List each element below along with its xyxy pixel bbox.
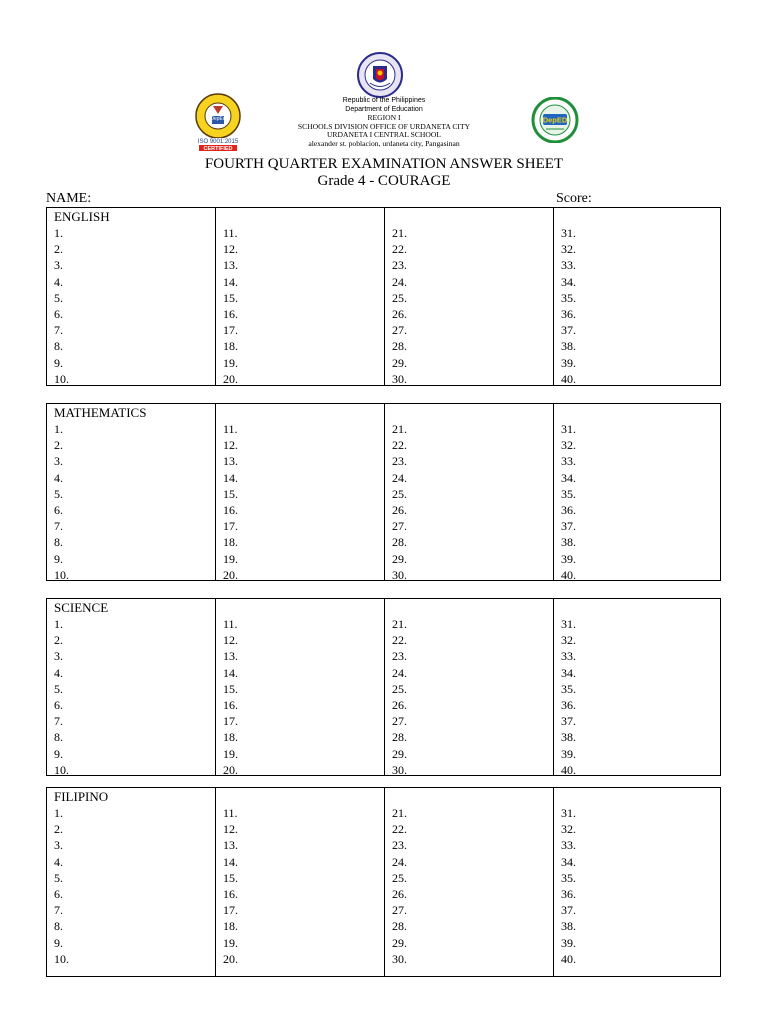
answer-item: 32. [561, 822, 576, 837]
answer-item: 35. [561, 290, 576, 305]
answer-item: 11. [223, 617, 238, 631]
subject-label: MATHEMATICS [54, 405, 147, 420]
answer-item: 21. [392, 226, 407, 240]
answer-item: 6. [54, 306, 63, 321]
answer-item: 1. [54, 617, 63, 631]
column-spacer [392, 405, 553, 421]
answer-item: 39. [561, 935, 576, 950]
answer-item: 37. [561, 714, 576, 729]
answer-item: 16. [223, 697, 238, 712]
answer-item: 23. [392, 454, 407, 469]
answer-item: 31. [561, 617, 576, 631]
answer-item: 12. [223, 438, 238, 453]
answer-item: 7. [54, 714, 63, 729]
answer-section-mathematics [46, 403, 721, 581]
answer-item: 38. [561, 339, 576, 354]
grade-section-title: Grade 4 - COURAGE [317, 173, 451, 189]
answer-item: 19. [223, 746, 238, 761]
answer-item: 27. [392, 714, 407, 729]
answer-item: 6. [54, 502, 63, 517]
department-line: Department of Education [345, 105, 423, 113]
answer-item: 25. [392, 681, 407, 696]
answer-item: 3. [54, 649, 63, 664]
answer-item: 14. [223, 854, 238, 869]
answer-item: 10. [54, 762, 69, 777]
answer-item: 2. [54, 438, 63, 453]
answer-item: 33. [561, 258, 576, 273]
answer-item: 22. [392, 633, 407, 648]
answer-section-english [46, 207, 721, 386]
answer-item: 1. [54, 422, 63, 436]
column-spacer [223, 209, 384, 225]
answer-item: 26. [392, 306, 407, 321]
answer-item: 4. [54, 470, 63, 485]
answer-item: 34. [561, 665, 576, 680]
answer-item: 8. [54, 535, 63, 550]
answer-item: 25. [392, 290, 407, 305]
answer-item: 31. [561, 226, 576, 240]
answer-item: 13. [223, 649, 238, 664]
answer-item: 9. [54, 355, 63, 370]
answer-column [47, 404, 215, 580]
answer-item: 37. [561, 903, 576, 918]
answer-column [215, 404, 384, 580]
answer-item: 40. [561, 371, 576, 386]
answer-item: 7. [54, 903, 63, 918]
answer-item: 15. [223, 290, 238, 305]
answer-item: 19. [223, 551, 238, 566]
answer-item: 35. [561, 486, 576, 501]
answer-item: 26. [392, 886, 407, 901]
answer-item: 20. [223, 371, 238, 386]
address-line: alexander st. poblacion, urdaneta city, Pangasinan [308, 138, 460, 148]
answer-item: 27. [392, 903, 407, 918]
subject-label: FILIPINO [54, 789, 109, 804]
answer-item: 34. [561, 274, 576, 289]
answer-item: 13. [223, 838, 238, 853]
answer-item: 2. [54, 822, 63, 837]
answer-column [553, 599, 722, 775]
answer-item: 20. [223, 951, 238, 966]
column-spacer [561, 405, 722, 421]
answer-column [215, 788, 384, 976]
answer-item: 12. [223, 633, 238, 648]
answer-item: 17. [223, 323, 238, 338]
answer-item: 30. [392, 371, 407, 386]
answer-column [553, 788, 722, 976]
answer-item: 29. [392, 935, 407, 950]
answer-item: 21. [392, 422, 407, 436]
answer-item: 25. [392, 486, 407, 501]
answer-item: 36. [561, 886, 576, 901]
school-line: URDANETA I CENTRAL SCHOOL [326, 130, 442, 140]
answer-item: 29. [392, 551, 407, 566]
answer-item: 27. [392, 519, 407, 534]
answer-item: 28. [392, 339, 407, 354]
answer-item: 32. [561, 438, 576, 453]
answer-item: 3. [54, 838, 63, 853]
answer-item: 14. [223, 665, 238, 680]
column-spacer [392, 600, 553, 616]
answer-column [553, 404, 722, 580]
answer-item: 1. [54, 226, 63, 240]
answer-item: 10. [54, 371, 69, 386]
answer-section-filipino [46, 787, 721, 977]
subject-label: ENGLISH [54, 209, 110, 224]
answer-item: 11. [223, 422, 238, 436]
answer-item: 23. [392, 649, 407, 664]
answer-item: 1. [54, 806, 63, 820]
answer-column [384, 208, 553, 385]
answer-item: 13. [223, 454, 238, 469]
column-spacer [392, 789, 553, 805]
answer-item: 32. [561, 633, 576, 648]
answer-item: 24. [392, 854, 407, 869]
answer-item: 18. [223, 919, 238, 934]
answer-column [384, 404, 553, 580]
answer-item: 14. [223, 470, 238, 485]
answer-item: 13. [223, 258, 238, 273]
answer-item: 36. [561, 502, 576, 517]
answer-item: 3. [54, 258, 63, 273]
school-logo-icon [526, 97, 584, 143]
answer-column [215, 599, 384, 775]
answer-column [384, 599, 553, 775]
answer-item: 3. [54, 454, 63, 469]
answer-item: 4. [54, 274, 63, 289]
answer-item: 34. [561, 854, 576, 869]
answer-item: 33. [561, 838, 576, 853]
answer-column [47, 208, 215, 385]
answer-item: 17. [223, 714, 238, 729]
answer-item: 8. [54, 919, 63, 934]
answer-item: 35. [561, 870, 576, 885]
score-label: Score: [556, 191, 592, 206]
answer-item: 39. [561, 746, 576, 761]
answer-item: 24. [392, 470, 407, 485]
answer-item: 30. [392, 762, 407, 777]
answer-item: 24. [392, 274, 407, 289]
answer-item: 2. [54, 633, 63, 648]
answer-item: 17. [223, 519, 238, 534]
column-spacer [223, 405, 384, 421]
iso-text: ISO 9001:2015 [197, 139, 239, 145]
answer-item: 19. [223, 935, 238, 950]
answer-item: 18. [223, 339, 238, 354]
answer-item: 28. [392, 919, 407, 934]
answer-item: 35. [561, 681, 576, 696]
answer-column [215, 208, 384, 385]
answer-item: 21. [392, 806, 407, 820]
answer-item: 4. [54, 854, 63, 869]
answer-item: 16. [223, 886, 238, 901]
answer-item: 40. [561, 567, 576, 582]
letterhead [0, 0, 768, 160]
region-line: REGION I [367, 113, 401, 123]
answer-item: 18. [223, 730, 238, 745]
letterhead-text [234, 97, 534, 149]
answer-item: 15. [223, 870, 238, 885]
answer-column [384, 788, 553, 976]
answer-item: 15. [223, 681, 238, 696]
answer-item: 7. [54, 519, 63, 534]
answer-item: 40. [561, 951, 576, 966]
answer-item: 30. [392, 567, 407, 582]
answer-item: 7. [54, 323, 63, 338]
iso-sub-text: CERTIFIED [203, 146, 233, 152]
answer-item: 34. [561, 470, 576, 485]
subject-label: SCIENCE [54, 600, 109, 615]
svg-text:DepEd: DepEd [210, 116, 226, 122]
answer-item: 27. [392, 323, 407, 338]
answer-item: 9. [54, 551, 63, 566]
answer-item: 2. [54, 242, 63, 257]
answer-item: 33. [561, 649, 576, 664]
answer-item: 18. [223, 535, 238, 550]
answer-item: 16. [223, 502, 238, 517]
answer-item: 20. [223, 567, 238, 582]
answer-item: 15. [223, 486, 238, 501]
answer-column [47, 788, 215, 976]
answer-item: 39. [561, 355, 576, 370]
answer-item: 38. [561, 919, 576, 934]
deped-seal-icon [352, 52, 408, 98]
answer-item: 22. [392, 242, 407, 257]
answer-item: 10. [54, 567, 69, 582]
exam-title: FOURTH QUARTER EXAMINATION ANSWER SHEET [204, 156, 564, 172]
answer-item: 39. [561, 551, 576, 566]
country-line: Republic of the Philippines [342, 97, 426, 104]
answer-section-science [46, 598, 721, 776]
answer-item: 31. [561, 806, 576, 820]
answer-item: 9. [54, 746, 63, 761]
answer-item: 12. [223, 242, 238, 257]
answer-item: 8. [54, 730, 63, 745]
answer-item: 32. [561, 242, 576, 257]
answer-item: 25. [392, 870, 407, 885]
answer-item: 28. [392, 535, 407, 550]
answer-item: 22. [392, 438, 407, 453]
answer-item: 20. [223, 762, 238, 777]
answer-item: 24. [392, 665, 407, 680]
answer-item: 14. [223, 274, 238, 289]
answer-item: 26. [392, 502, 407, 517]
division-line: SCHOOLS DIVISION OFFICE OF URDANETA CITY [297, 121, 471, 131]
answer-item: 40. [561, 762, 576, 777]
answer-item: 31. [561, 422, 576, 436]
column-spacer [561, 209, 722, 225]
answer-item: 9. [54, 935, 63, 950]
answer-item: 29. [392, 746, 407, 761]
column-spacer [223, 789, 384, 805]
school-logo-text: DepED [542, 115, 568, 125]
answer-item: 36. [561, 306, 576, 321]
answer-item: 5. [54, 290, 63, 305]
answer-item: 4. [54, 665, 63, 680]
answer-item: 5. [54, 486, 63, 501]
column-spacer [561, 600, 722, 616]
column-spacer [561, 789, 722, 805]
answer-item: 37. [561, 519, 576, 534]
column-spacer [392, 209, 553, 225]
answer-item: 11. [223, 226, 238, 240]
answer-item: 6. [54, 697, 63, 712]
answer-item: 11. [223, 806, 238, 820]
answer-item: 21. [392, 617, 407, 631]
answer-item: 22. [392, 822, 407, 837]
answer-item: 5. [54, 681, 63, 696]
answer-item: 17. [223, 903, 238, 918]
answer-item: 30. [392, 951, 407, 966]
answer-item: 28. [392, 730, 407, 745]
answer-item: 38. [561, 730, 576, 745]
column-spacer [223, 600, 384, 616]
answer-item: 36. [561, 697, 576, 712]
answer-item: 37. [561, 323, 576, 338]
answer-item: 10. [54, 951, 69, 966]
answer-item: 6. [54, 886, 63, 901]
name-label: NAME: [46, 191, 92, 206]
answer-item: 16. [223, 306, 238, 321]
answer-item: 12. [223, 822, 238, 837]
answer-item: 23. [392, 838, 407, 853]
answer-item: 19. [223, 355, 238, 370]
answer-item: 29. [392, 355, 407, 370]
answer-item: 5. [54, 870, 63, 885]
answer-item: 26. [392, 697, 407, 712]
answer-item: 33. [561, 454, 576, 469]
answer-item: 38. [561, 535, 576, 550]
answer-item: 23. [392, 258, 407, 273]
answer-item: 8. [54, 339, 63, 354]
answer-column [47, 599, 215, 775]
answer-column [553, 208, 722, 385]
